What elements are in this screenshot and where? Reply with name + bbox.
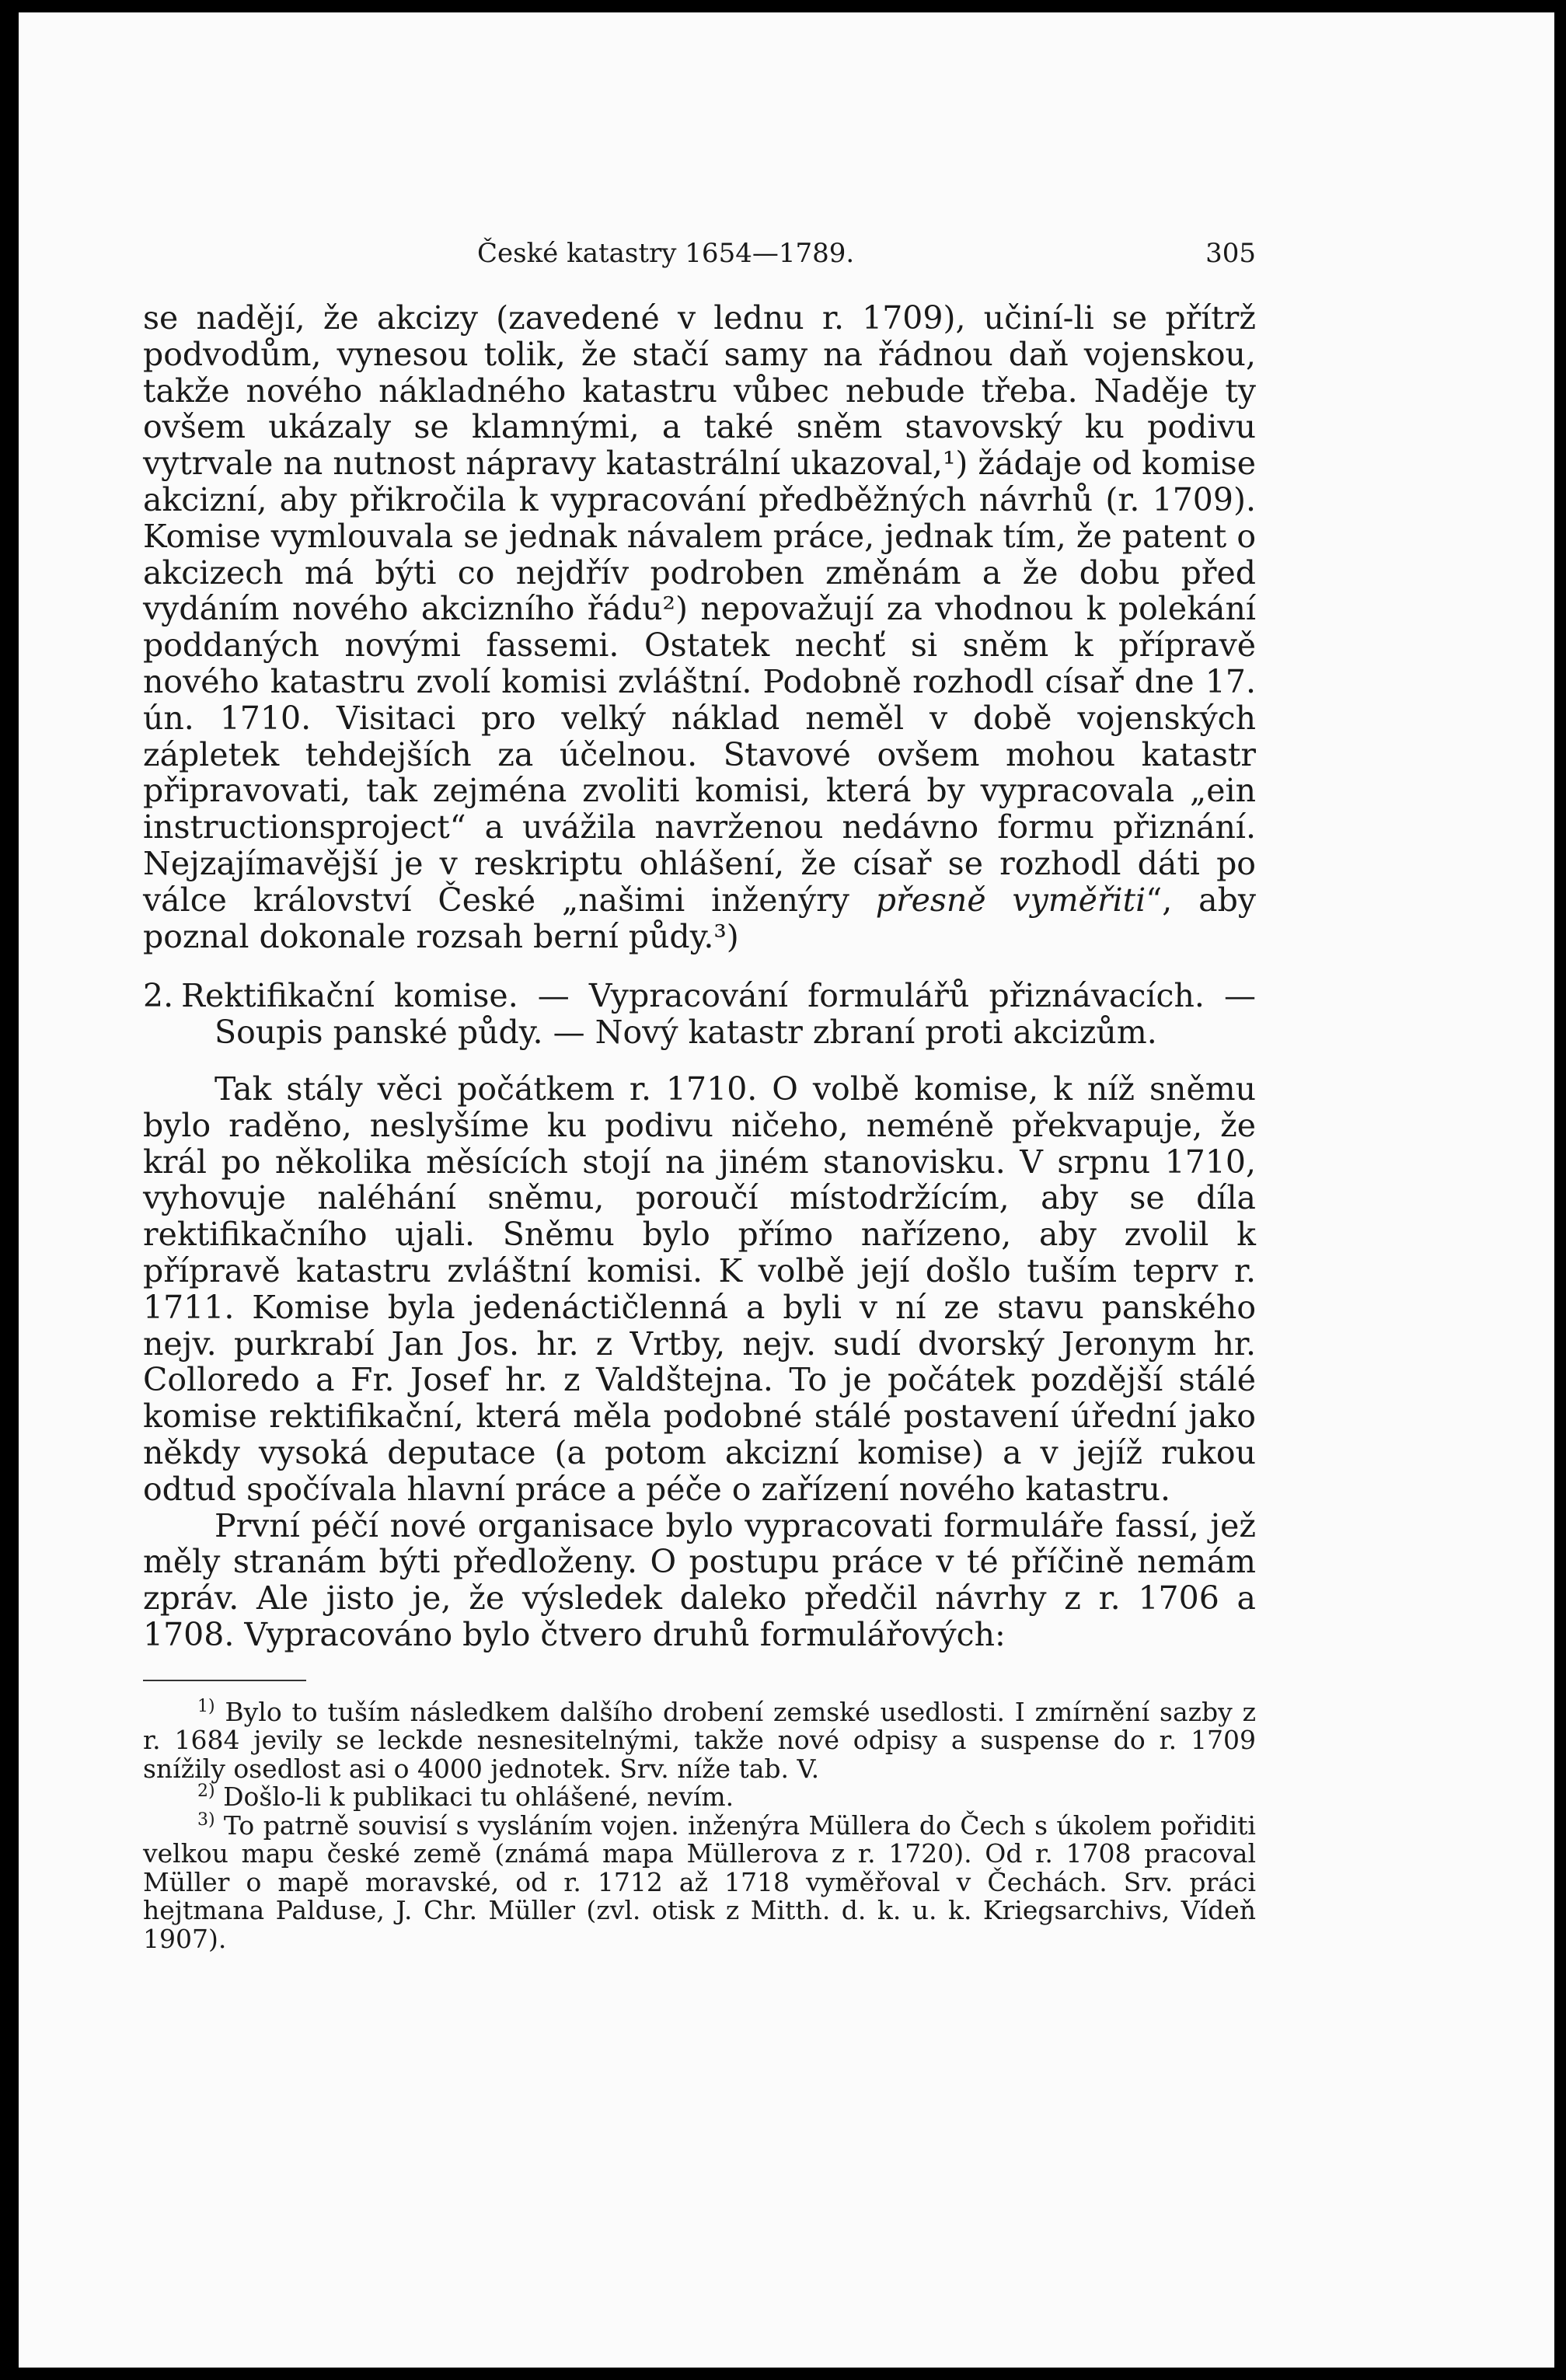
footnote-3-text: To patrně souvisí s vysláním vojen. inženýra Müllera do Čech s úkolem pořiditi velkou mapu české země (známá mapa Müllerova z r. 1720). Od r. 1708 pracoval Müller o mapě moravské, od r. 1712 až 1718 vyměřoval v Čechách. Srv. práci hejtmana Palduse, J. Chr. Müller (zvl. otisk z Mitth. d. k. u. k. Kriegsarchivs, Vídeň 1907). [143,1809,1256,1954]
footnote-3-mark: 3) [197,1809,215,1830]
running-title: České katastry 1654—1789. [477,238,855,269]
page-number: 305 [1205,238,1256,269]
paragraph-1 [143,300,1256,954]
section-heading [143,978,1256,1051]
page-content [143,238,1256,1953]
footnote-2 [143,1783,1256,1812]
paragraph-1-italic: přesně vyměřiti [875,881,1146,919]
footnotes [143,1698,1256,1954]
paragraph-3: První péčí nové organisace bylo vypracovati formuláře fassí, jež měly stranám býti předloženy. O postupu práce v té příčině nemám zpráv. Ale jisto je, že výsledek daleko předčil návrhy z r. 1706 a 1708. Vypracováno bylo čtvero druhů formulářových: [143,1506,1256,1653]
section-heading-text: Rektifikační komise. — Vypracování formulářů přiznávacích. — Soupis panské půdy. — Nový katastr zbraní proti akcizům. [181,977,1256,1052]
body-text [143,300,1256,1653]
paragraph-1-end: “, aby poznal dokonale rozsah berní půdy.³) [143,881,1256,955]
footnote-2-text: Došlo-li k publikaci tu ohlášené, nevím. [223,1782,734,1813]
running-header [143,238,1256,269]
section-number: 2. [143,977,174,1015]
paragraph-2: Tak stály věci počátkem r. 1710. O volbě komise, k níž sněmu bylo raděno, neslyšíme ku podivu ničeho, neméně překvapuje, že král po několika měsících stojí na jiném stanovisku. V srpnu 1710, vyhovuje naléhání sněmu, poroučí místodržícím, aby se díla rektifikačního ujali. Sněmu bylo přímo nařízeno, aby zvolil k přípravě katastru zvláštní komisi. K volbě její došlo tuším teprv r. 1711. Komise byla jedenáctičlenná a byli v ní ze stavu panského nejv. purkrabí Jan Jos. hr. z Vrtby, nejv. sudí dvorský Jeronym hr. Colloredo a Fr. Josef hr. z Valdštejna. To je počátek pozdější stálé komise rektifikační, která měla podobné stálé postavení úřední jako někdy vysoká deputace (a potom akcizní komise) a v jejíž rukou odtud spočívala hlavní práce a péče o zařízení nového katastru. [143,1070,1256,1508]
footnote-divider [143,1680,306,1681]
footnote-1 [143,1698,1256,1784]
footnote-1-text: Bylo to tuším následkem dalšího drobení zemské usedlosti. I zmírnění sazby z r. 1684 jevily se leckde nesnesitelnými, takže nové odpisy a suspense do r. 1709 snížily osedlost asi o 4000 jednotek. Srv. níže tab. V. [143,1696,1256,1784]
book-page [19,12,1554,2368]
paragraph-1-text: se nadějí, že akcizy (zavedené v lednu r. 1709), učiní-li se přítrž podvodům, vynesou tolik, že stačí samy na řádnou daň vojenskou, takže nového nákladného katastru vůbec nebude třeba. Naděje ty ovšem ukázaly se klamnými, a také sněm stavovský ku podivu vytrvale na nutnost nápravy katastrální ukazoval,¹) žádaje od komise akcizní, aby přikročila k vypracování předběžných návrhů (r. 1709). Komise vymlouvala se jednak návalem práce, jednak tím, že patent o akcizech má býti co nejdřív podroben změnám a že dobu před vydáním nového akcizního řádu²) nepovažují za vhodnou k polekání poddaných novými fassemi. Ostatek nechť si sněm k přípravě nového katastru zvolí komisi zvláštní. Podobně rozhodl císař dne 17. ún. 1710. Visitaci pro velký náklad neměl v době vojenských zápletek tehdejších za účelnou. Stavové ovšem mohou katastr připravovati, tak zejména zvoliti komisi, která by vypracovala „ein instructionsproject“ a uvážila navrženou nedávno formu přiznání. Nejzajímavější je v reskriptu ohlášení, že císař se rozhodl dáti po válce království České „našimi inženýry [143,299,1256,919]
scan-border [0,0,19,2380]
footnote-3 [143,1809,1256,1954]
footnote-2-mark: 2) [197,1782,215,1802]
footnote-1-mark: 1) [197,1696,215,1716]
